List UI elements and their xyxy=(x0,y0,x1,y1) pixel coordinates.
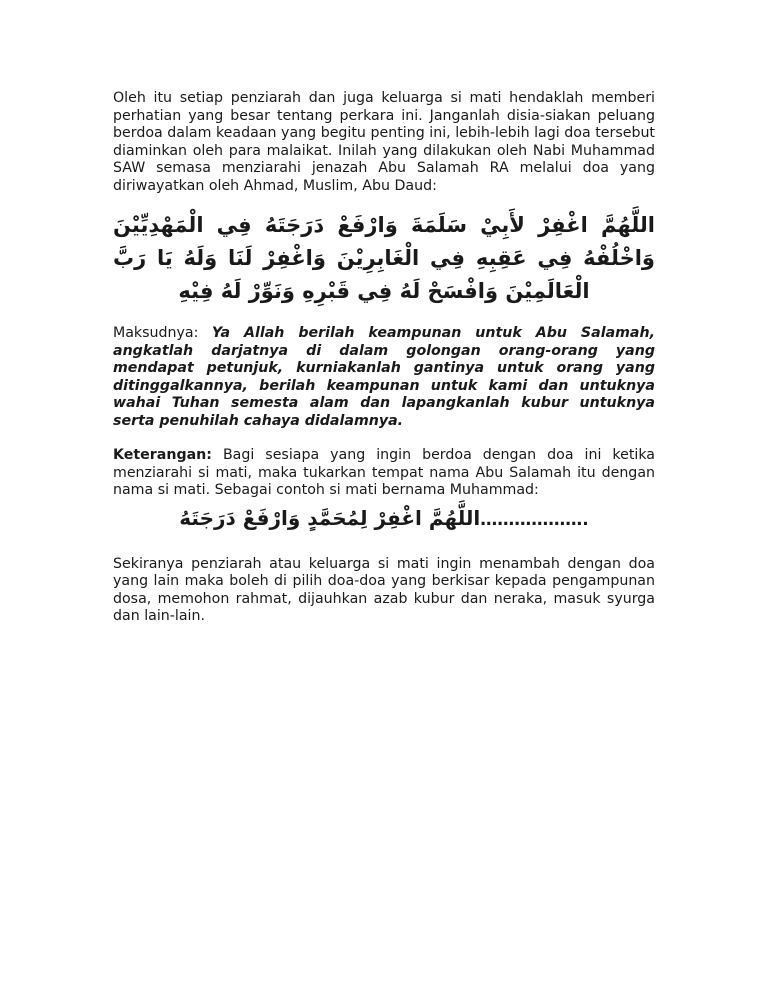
meaning-translation: Ya Allah berilah keampunan untuk Abu Salamah, angkatlah darjatnya di dalam golongan orang-orang yang mendapat petunjuk, kurniakanlah gantinya untuk orang yang ditinggalkannya, berilah keampunan untuk kami dan untuknya wahai Tuhan semesta alam dan lapangkanlah kubur untuknya serta penuhilah cahaya didalamnya. xyxy=(113,325,655,429)
intro-paragraph: Oleh itu setiap penziarah dan juga keluarga si mati hendaklah memberi perhatian yang besar tentang perkara ini. Janganlah disia-siakan peluang berdoa dalam keadaan yang begitu penting ini, lebih-lebih lagi doa tersebut diaminkan oleh para malaikat. Inilah yang dilakukan oleh Nabi Muhammad SAW semasa menziarahi jenazah Abu Salamah RA melalui doa yang diriwayatkan oleh Ahmad, Muslim, Abu Daud: xyxy=(113,90,655,194)
explanation-paragraph xyxy=(113,447,655,500)
name-placeholder-dots: ………………. xyxy=(480,509,589,530)
closing-paragraph: Sekiranya penziarah atau keluarga si mati ingin menambah dengan doa yang lain maka boleh di pilih doa-doa yang berkisar kepada pengampunan dosa, memohon rahmat, dijauhkan azab kubur dan neraka, masuk syurga dan lain-lain. xyxy=(113,555,655,624)
meaning-paragraph xyxy=(113,325,655,430)
arabic-example-prayer: اللَّهُمَّ اغْفِرْ لِمُحَمَّدٍ وَارْفَعْ دَرَجَتَهُ xyxy=(179,505,481,530)
arabic-prayer: اللَّهُمَّ اغْفِرْ لأَبِيْ سَلَمَةَ وَارْفَعْ دَرَجَتَهُ فِي الْمَهْدِيِّيْنَ وَاخْلُفْهُ فِي عَقِبِهِ فِي الْغَابِرِيْنَ وَاغْفِرْ لَنَا وَلَهُ يَا رَبَّ الْعَالَمِيْنَ وَافْسَحْ لَهُ فِي قَبْرِهِ وَنَوِّرْ لَهُ فِيْهِ xyxy=(113,213,655,303)
explanation-label: Keterangan: xyxy=(113,447,212,463)
meaning-label: Maksudnya: xyxy=(113,325,212,341)
explanation-text: Bagi sesiapa yang ingin berdoa dengan doa ini ketika menziarahi si mati, maka tukarkan tempat nama Abu Salamah itu dengan nama si mati. Sebagai contoh si mati bernama Muhammad: xyxy=(113,447,655,498)
arabic-example-line xyxy=(113,506,655,532)
document-page xyxy=(113,90,655,626)
